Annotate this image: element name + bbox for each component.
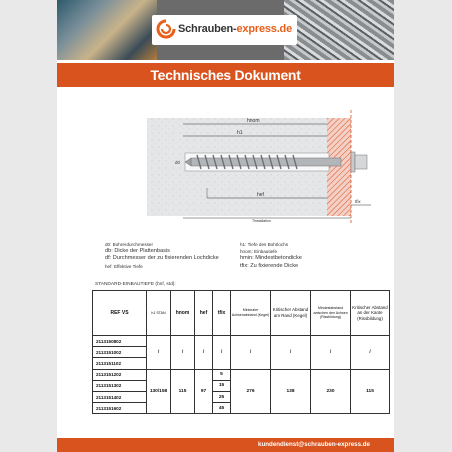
legend-item: d0: Bohrerdurchmesser bbox=[105, 242, 154, 247]
label-t-max: Tinstallation bbox=[252, 219, 272, 223]
legend-item: df: Durchmesser der zu fixierenden Lochdicke bbox=[105, 255, 219, 262]
table-cell: 276 bbox=[231, 369, 271, 414]
logo[interactable] bbox=[152, 15, 297, 45]
table-cell: 25 bbox=[213, 391, 231, 402]
column-header: Kritischer Abstand am Rand (Kegel) bbox=[271, 291, 311, 336]
table-cell: / bbox=[147, 336, 171, 370]
fixture-plate bbox=[327, 118, 351, 216]
anchor-diagram bbox=[87, 110, 377, 235]
table-cell: 130/158 bbox=[147, 369, 171, 414]
contact-email[interactable]: kundendienst@schrauben-express.de bbox=[258, 441, 370, 448]
table-cell: / bbox=[231, 336, 271, 370]
column-header: REF VS bbox=[93, 291, 147, 336]
legend-item: h1: Tiefe des Bohrlochs bbox=[240, 242, 289, 247]
table-cell: / bbox=[213, 336, 231, 370]
spec-table bbox=[92, 290, 390, 414]
label-h-nom: hnom bbox=[247, 118, 260, 124]
table-cell: 115 bbox=[171, 369, 195, 414]
table-title: STANDARD-EINBAUTIEFE (hnf, std): bbox=[95, 282, 176, 287]
label-h-ef: hef bbox=[257, 192, 264, 198]
label-d0: d0 bbox=[175, 160, 180, 165]
table-row bbox=[93, 336, 390, 347]
logo-text: Schrauben-express.de bbox=[178, 23, 292, 35]
table-cell: 230 bbox=[311, 369, 351, 414]
table-cell: 2113150802 bbox=[93, 336, 147, 347]
column-header: Kritischer Abstand an der Kante (Rissbildung) bbox=[351, 291, 390, 336]
table-cell: / bbox=[271, 336, 311, 370]
table-cell: / bbox=[171, 336, 195, 370]
table-cell: 45 bbox=[213, 403, 231, 414]
column-header: h1 STAN bbox=[147, 291, 171, 336]
table-cell: 2113151302 bbox=[93, 380, 147, 391]
screw-washer bbox=[351, 152, 355, 172]
table-cell: 138 bbox=[271, 369, 311, 414]
legend-item: tfix: Zu fixierende Dicke bbox=[240, 262, 299, 269]
legend-item: db: Dicke der Plattenbasis bbox=[105, 248, 170, 255]
footer-bar bbox=[57, 438, 394, 452]
column-header: Mindestabstand zwischen den Achsen (Rissbildung) bbox=[311, 291, 351, 336]
table-cell: 97 bbox=[195, 369, 213, 414]
screws-photo bbox=[284, 0, 394, 60]
column-header: Minimaler Achsenabstand (Kegel) bbox=[231, 291, 271, 336]
column-header: hnom bbox=[171, 291, 195, 336]
table-cell: 2113151002 bbox=[93, 347, 147, 358]
screw-head bbox=[355, 155, 367, 169]
table-cell: 2113151602 bbox=[93, 403, 147, 414]
table-cell: 15 bbox=[213, 380, 231, 391]
title-bar bbox=[57, 63, 394, 87]
table-cell: 2113151402 bbox=[93, 391, 147, 402]
table-header-row bbox=[93, 291, 390, 336]
header-banner bbox=[57, 0, 394, 60]
logo-icon bbox=[156, 19, 176, 39]
document-page bbox=[57, 0, 394, 452]
legend-item: hnom: Einbautiefe bbox=[240, 249, 278, 255]
legend-item: hmin: Mindestbetondicke bbox=[240, 255, 302, 262]
label-t-fix: tfix bbox=[355, 199, 361, 204]
table-cell: / bbox=[195, 336, 213, 370]
table-cell: / bbox=[311, 336, 351, 370]
legend-item: hef: Effektive Tiefe bbox=[105, 263, 143, 269]
table-cell: / bbox=[351, 336, 390, 370]
table-cell: 2113151202 bbox=[93, 369, 147, 380]
label-h1: h1 bbox=[237, 130, 243, 136]
legend-right bbox=[240, 241, 302, 270]
table-cell: 5 bbox=[213, 369, 231, 380]
table-row bbox=[93, 369, 390, 380]
table-cell: 115 bbox=[351, 369, 390, 414]
tools-photo bbox=[57, 0, 157, 60]
column-header: tfix bbox=[213, 291, 231, 336]
legend-left bbox=[105, 241, 219, 270]
column-header: hef bbox=[195, 291, 213, 336]
table-cell: 2113151102 bbox=[93, 358, 147, 369]
document-title: Technisches Dokument bbox=[150, 67, 301, 83]
